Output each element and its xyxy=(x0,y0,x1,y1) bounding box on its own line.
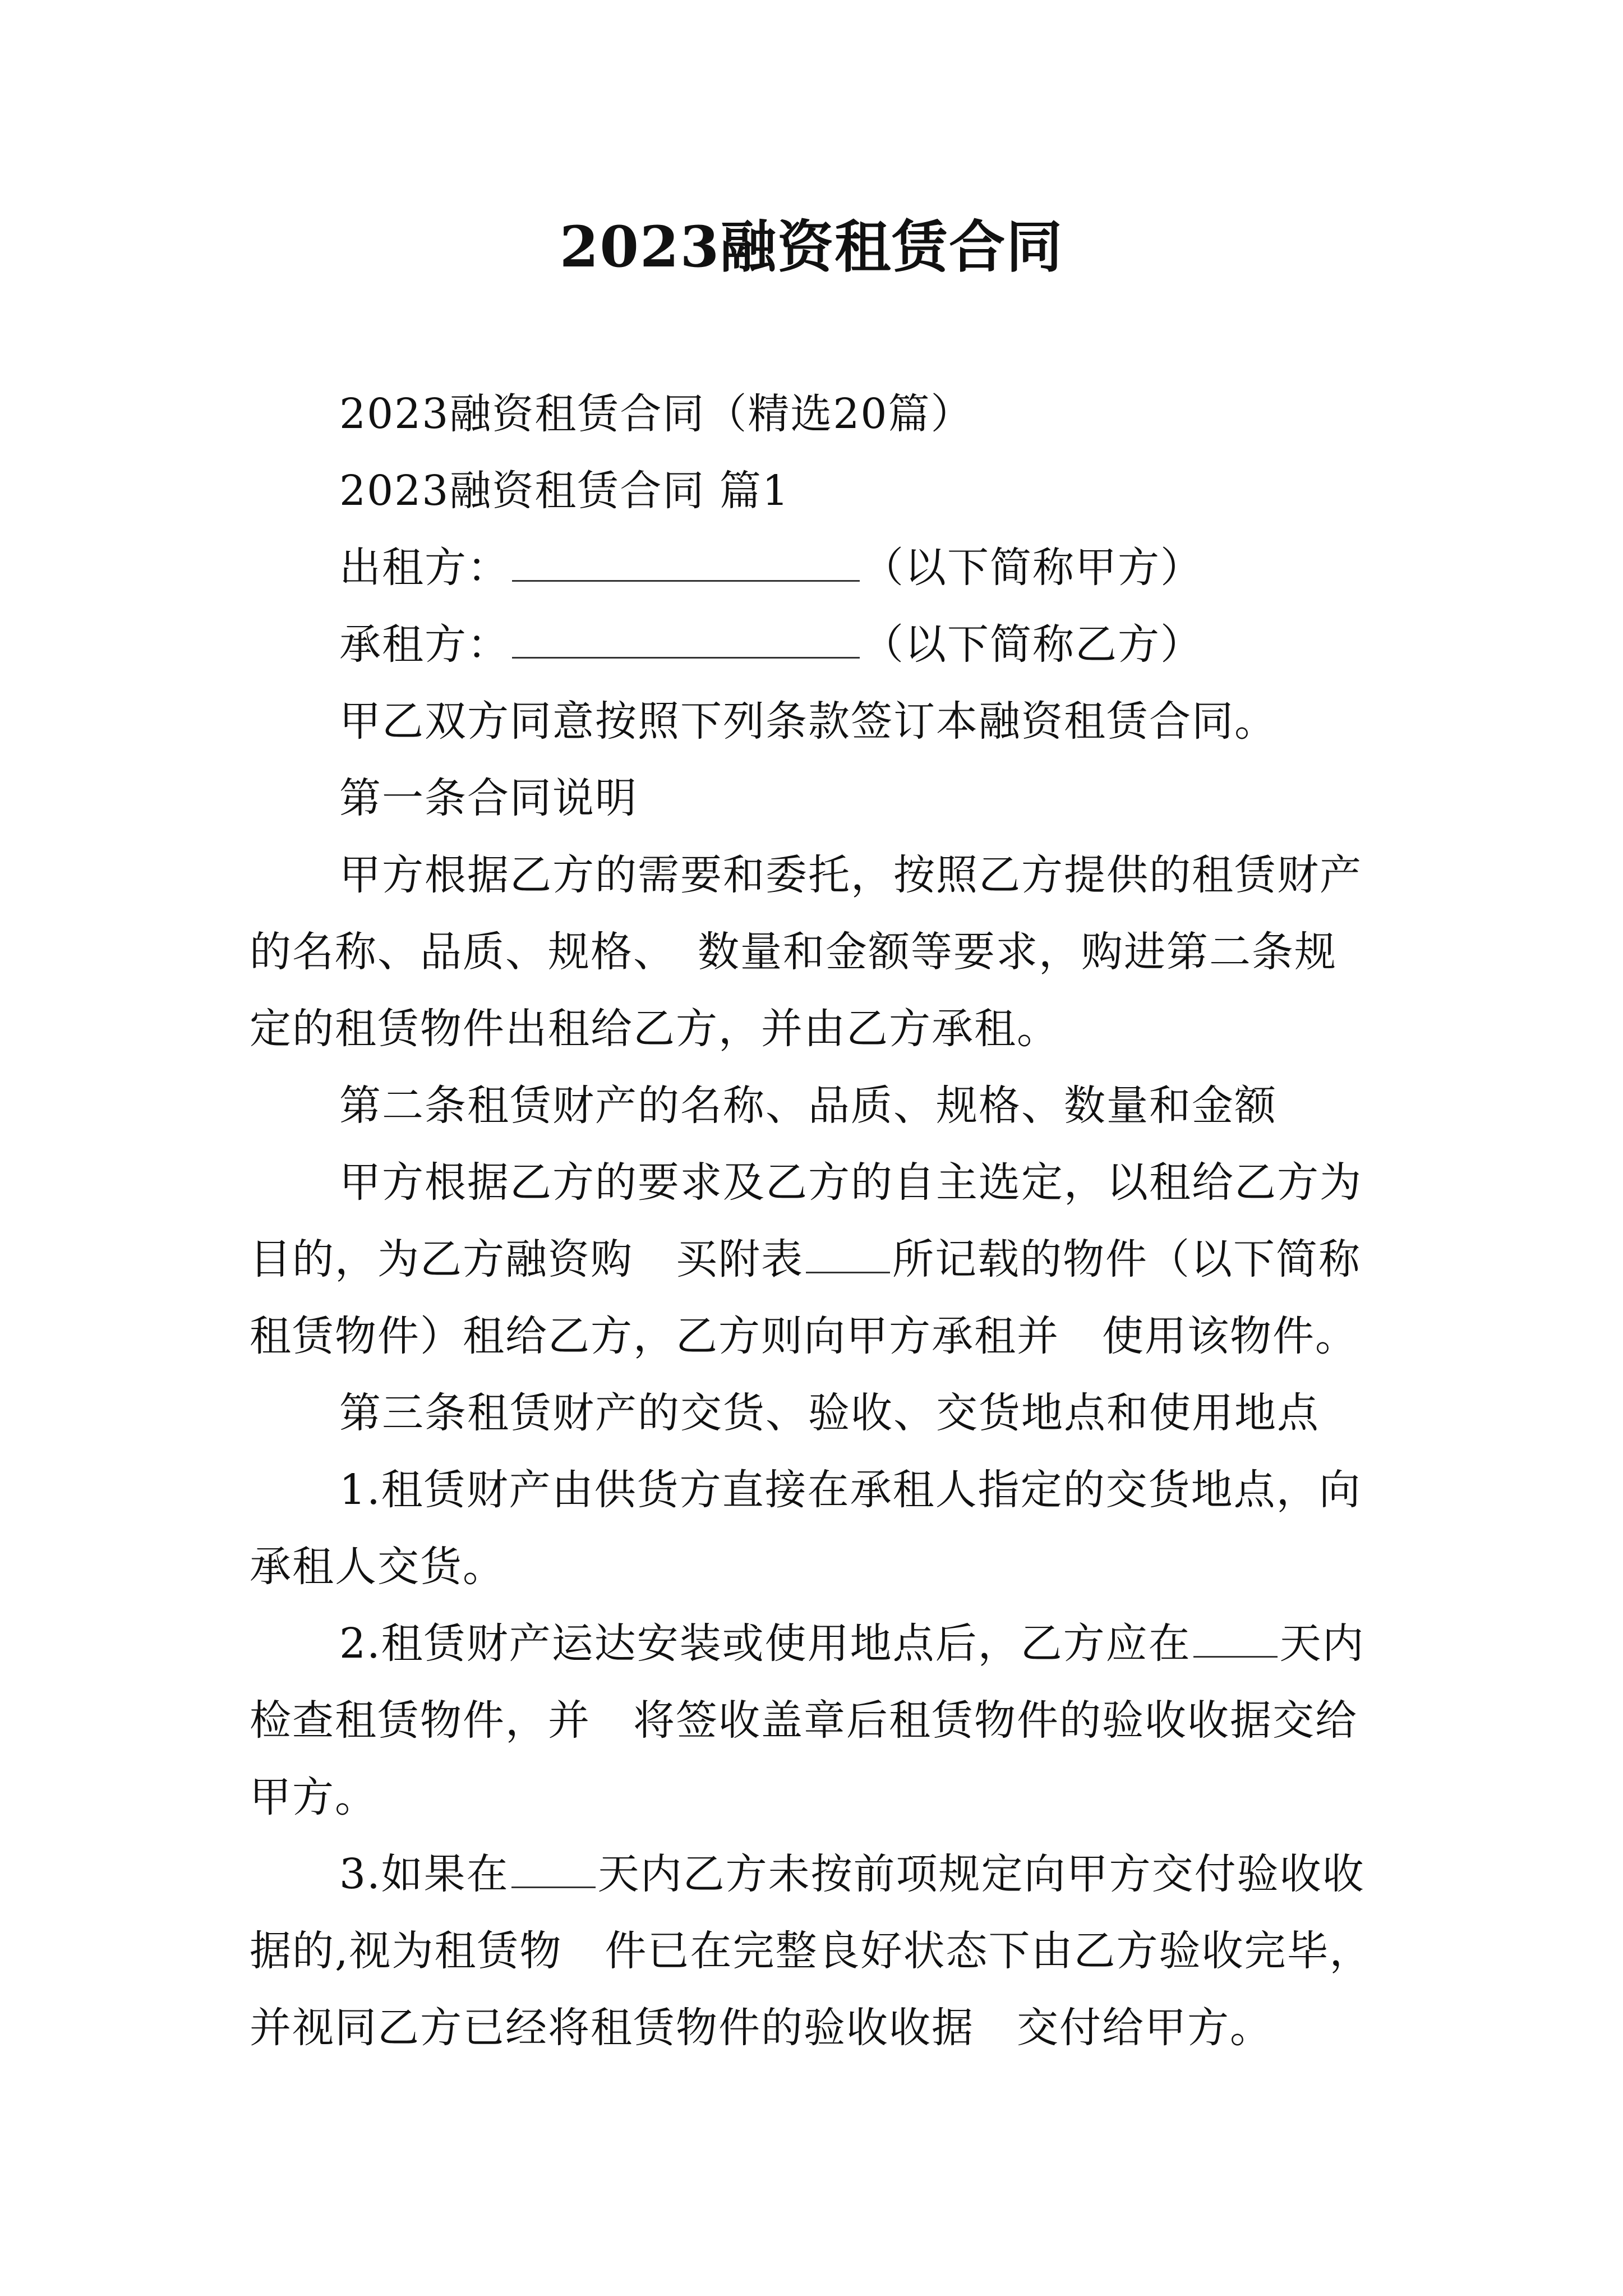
lessee-line xyxy=(250,606,1394,683)
item-1-text-line: 1.租赁财产由供货方直接在承租人指定的交货地点，向 xyxy=(339,1466,1362,1514)
lessor-line xyxy=(250,530,1394,606)
item-3-text-line xyxy=(250,1836,1394,1913)
article-2-text-segment: 目的，为乙方融资购 买附表 xyxy=(250,1235,804,1283)
item-1-text-line: 承租人交货。 xyxy=(250,1543,505,1591)
item-3-text-line: 并视同乙方已经将租赁物件的验收收据 交付给甲方。 xyxy=(250,2004,1272,2052)
document-title: 2023融资租赁合同 xyxy=(559,214,1064,280)
section-heading: 2023融资租赁合同 篇1 xyxy=(339,467,790,515)
item-2-text-segment: 天内 xyxy=(1279,1619,1365,1668)
lessor-suffix: （以下简称甲方） xyxy=(862,544,1203,592)
article-2-text-line xyxy=(250,1221,1394,1298)
article-1-text-line: 甲方根据乙方的需要和委托，按照乙方提供的租赁财产 xyxy=(339,851,1362,899)
lessee-label: 承租方： xyxy=(339,620,510,669)
lessor-label: 出租方： xyxy=(339,544,510,592)
item-2-text-line: 甲方。 xyxy=(250,1773,377,1821)
document-subtitle: 2023融资租赁合同（精选20篇） xyxy=(339,390,974,438)
schedule-number-blank[interactable] xyxy=(806,1232,890,1273)
document-body xyxy=(250,376,1394,2067)
article-2-text-segment: 所记载的物件（以下简称 xyxy=(892,1235,1361,1283)
item-3-text-segment: 天内乙方未按前项规定向甲方交付验收收 xyxy=(597,1850,1365,1898)
inspection-days-blank[interactable] xyxy=(1193,1617,1278,1658)
item-3-text-line: 据的,视为租赁物 件已在完整良好状态下由乙方验收完毕， xyxy=(250,1927,1372,1975)
receipt-days-blank[interactable] xyxy=(511,1847,596,1888)
article-2-title: 第二条租赁财产的名称、品质、规格、数量和金额 xyxy=(339,1082,1277,1130)
article-1-text-line: 的名称、品质、规格、 数量和金额等要求，购进第二条规 xyxy=(250,928,1337,976)
article-2-text-line: 租赁物件）租给乙方，乙方则向甲方承租并 使用该物件。 xyxy=(250,1312,1358,1360)
article-1-text-line: 定的租赁物件出租给乙方，并由乙方承租。 xyxy=(250,1005,1059,1053)
lessee-name-blank[interactable] xyxy=(512,618,860,659)
article-3-title: 第三条租赁财产的交货、验收、交货地点和使用地点 xyxy=(339,1389,1320,1437)
item-3-text-segment: 3.如果在 xyxy=(339,1850,509,1898)
item-2-text-segment: 2.租赁财产运达安装或使用地点后，乙方应在 xyxy=(339,1619,1191,1668)
article-1-title: 第一条合同说明 xyxy=(339,774,638,822)
lessor-name-blank[interactable] xyxy=(512,541,860,582)
lessee-suffix: （以下简称乙方） xyxy=(862,620,1203,669)
intro-paragraph: 甲乙双方同意按照下列条款签订本融资租赁合同。 xyxy=(339,697,1277,746)
item-2-text-line: 检查租赁物件，并 将签收盖章后租赁物件的验收收据交给 xyxy=(250,1696,1358,1745)
article-2-text-line: 甲方根据乙方的要求及乙方的自主选定，以租给乙方为 xyxy=(339,1158,1362,1207)
item-2-text-line xyxy=(250,1605,1394,1682)
